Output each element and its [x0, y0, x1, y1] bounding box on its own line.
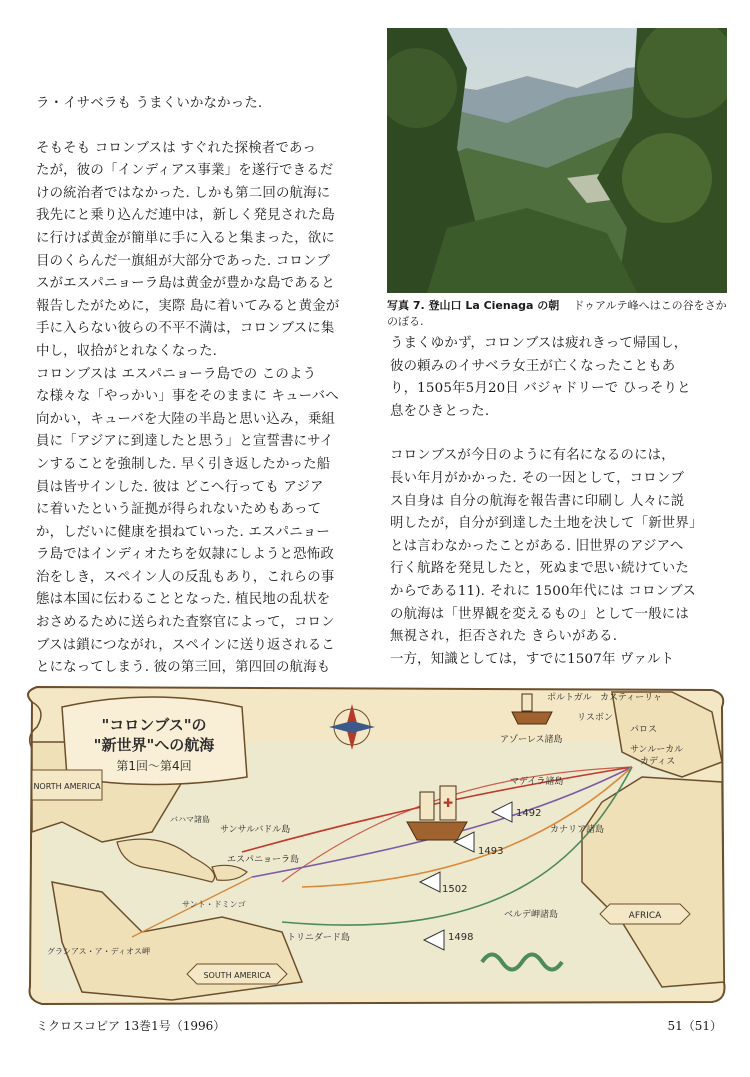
map-title-line1: "コロンブス"の	[101, 716, 207, 734]
north-america-label: NORTH AMERICA	[33, 782, 101, 791]
text-line: 彼の頼みのイサベラ女王が亡くなったこともあ	[390, 358, 676, 374]
text-line: に着いたという証拠が得られないためもあって	[36, 502, 322, 518]
text-line: ラ・イサベラも うまくいかなかった.	[36, 96, 263, 111]
text-line: とになってしまう. 彼の第三回，第四回の航海も	[36, 660, 331, 676]
text-line: 手に入らない彼らの不平不満は，コロンブスに集	[36, 321, 335, 337]
text-line: ラ島ではインディオたちを奴隷にしようと恐怖政	[36, 547, 334, 563]
text-line: 目のくらんだ一旗組が大部分であった. コロンブ	[36, 253, 331, 269]
footer-journal: ミクロスコピア 13巻1号（1996）	[36, 1019, 226, 1033]
text-line: 報告したがために，実際 島に着いてみると黄金が	[36, 298, 340, 314]
right-text-column	[390, 333, 725, 671]
text-line: おさめるために送られた査察官によって，コロン	[36, 615, 335, 631]
text-line: コロンブスが今日のように有名になるのには，	[390, 448, 675, 464]
caption-title: 写真 7. 登山口 La Cienaga の朝	[387, 299, 560, 312]
label-cape-verde: ベルデ岬諸島	[504, 910, 559, 920]
svg-text:1492: 1492	[516, 808, 542, 819]
text-line: 長い年月がかかった. その一因として，コロンブ	[390, 470, 685, 486]
text-line: たが，彼の「インディアス事業」を遂行できるだ	[36, 163, 334, 179]
text-line: 員に「アジアに到達したと思う」と宣誓書にサイ	[36, 434, 334, 450]
africa-label: AFRICA	[628, 911, 662, 921]
label-bahamas: バハマ諸島	[170, 815, 210, 824]
text-line: ブスは鎖につながれ，スペインに送り返されるこ	[36, 637, 335, 653]
text-line: とは言わなかったことがある. 旧世界のアジアへ	[390, 538, 684, 554]
label-sanlucar: サンルーカル	[630, 745, 684, 755]
text-line: うまくゆかず，コロンブスは疲れきって帰国し，	[390, 336, 688, 351]
label-canary: カナリア諸島	[550, 825, 605, 835]
text-line: 態は本国に伝わることとなった. 植民地の乱状を	[36, 592, 331, 608]
svg-text:1493: 1493	[478, 846, 504, 857]
voyage-map-illustration	[22, 682, 730, 1012]
south-america-label: SOUTH AMERICA	[203, 971, 271, 980]
label-palos: パロス	[630, 725, 658, 735]
label-cadiz: カディス	[640, 757, 676, 767]
label-azores: アゾーレス諸島	[500, 735, 563, 745]
label-san-salvador: サンサルバドル島	[220, 825, 291, 835]
text-line: に行けば黄金が簡単に手に入ると集まった，欲に	[36, 230, 335, 246]
label-gracias: グラシアス・ア・ディオス岬	[47, 947, 150, 956]
text-line: か，しだいに健康を損ねていった. エスパニョー	[36, 524, 330, 540]
text-line: 無視され，拒否された きらいがある.	[390, 629, 618, 645]
label-madeira: マデイラ諸島	[510, 777, 564, 787]
text-line: けの統治者ではなかった. しかも第二回の航海に	[36, 185, 331, 201]
map-title-line3: 第1回〜第4回	[116, 759, 192, 773]
label-santo-domingo: サント・ドミンゴ	[182, 900, 246, 909]
text-line: そもそも コロンブスは すぐれた探検者であっ	[36, 140, 317, 156]
left-text-column	[36, 93, 358, 680]
text-line: 行く航路を発見したと，死ぬまで思い続けていた	[390, 561, 689, 577]
text-line: 一方，知識としては，すでに1507年 ヴァルト	[390, 651, 675, 667]
caption-text: ドゥアルテ峰へはこの谷をさかのぼる.	[387, 299, 727, 328]
text-line: 治をしき，スペイン人の反乱もあり，これらの事	[36, 569, 335, 585]
text-line: の航海は「世界観を変えるもの」として一般には	[390, 606, 689, 622]
text-line: 我先にと乗り込んだ連中は，新しく発見された島	[36, 208, 335, 224]
text-line	[36, 116, 358, 138]
label-hispaniola: エスパニョーラ島	[227, 855, 300, 865]
label-lisbon: リスボン	[577, 713, 613, 723]
svg-text:1498: 1498	[448, 932, 474, 943]
label-trinidad: トリニダード島	[287, 933, 350, 943]
text-line: からである11). それに 1500年代には コロンブス	[390, 583, 696, 599]
text-line: ス自身は 自分の航海を報告書に印刷し 人々に説	[390, 493, 685, 509]
text-line: ンすることを強制した. 早く引き返したかった船	[36, 456, 331, 472]
photo-illustration	[387, 28, 727, 293]
text-line: 息をひきとった.	[390, 403, 490, 419]
voyage-map	[22, 682, 730, 1012]
text-line: な様々な「やっかい」事をそのままに キューバへ	[36, 389, 339, 405]
label-castilla: カスティーリャ	[600, 693, 662, 703]
label-portugal: ポルトガル	[547, 693, 592, 703]
text-line: スがエスパニョーラ島は黄金が豊かな島であると	[36, 276, 335, 292]
text-line	[390, 423, 725, 445]
photo-caption	[387, 298, 732, 330]
map-title-line2: "新世界"への航海	[93, 736, 215, 754]
mountain-valley-photo	[387, 28, 727, 293]
text-line: 員は皆サインした. 彼は どこへ行っても アジア	[36, 479, 324, 495]
svg-text:1502: 1502	[442, 884, 468, 895]
text-line: コロンブスは エスパニョーラ島での このよう	[36, 366, 317, 382]
footer-page-number: 51（51）	[667, 1019, 722, 1033]
text-line: 向かい，キューバを大陸の半島と思い込み，乗組	[36, 411, 336, 427]
svg-text:✚: ✚	[443, 796, 454, 810]
text-line: 明したが，自分が到達した土地を決して「新世界」	[390, 516, 703, 532]
text-line: 中し，収拾がとれなくなった.	[36, 343, 218, 359]
text-line: り，1505年5月20日 バジャドリーで ひっそりと	[390, 381, 691, 397]
